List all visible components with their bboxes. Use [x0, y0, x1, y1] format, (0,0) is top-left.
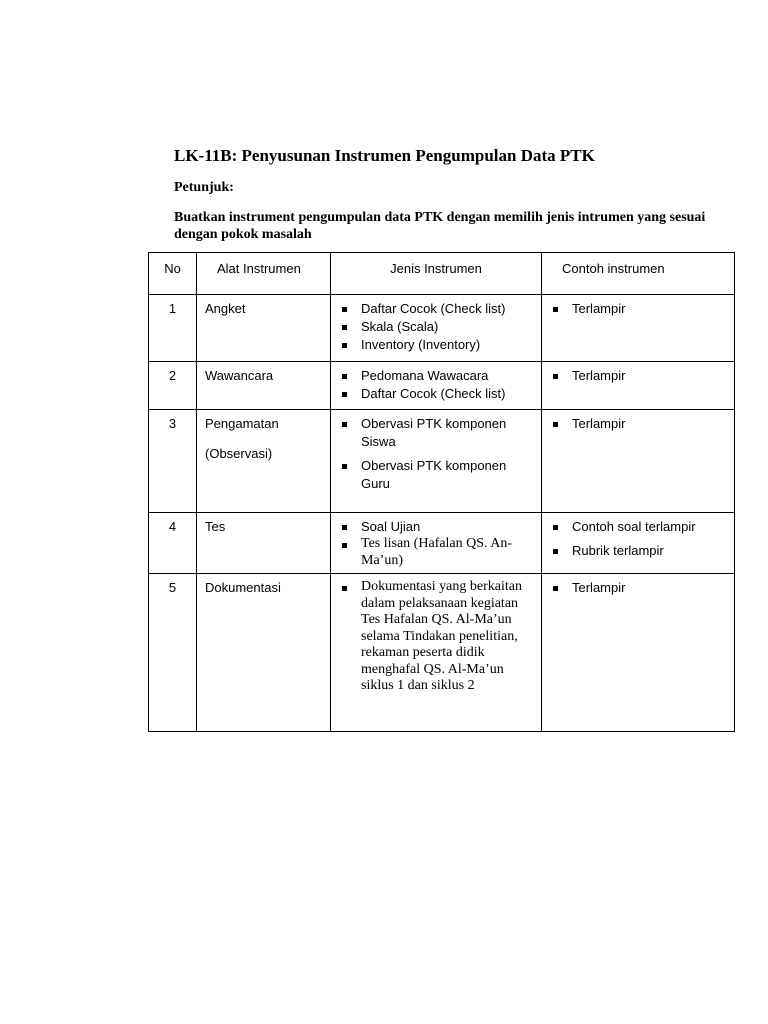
jenis-instrumen-item: Daftar Cocok (Check list)	[339, 300, 533, 318]
row-number: 4	[149, 513, 197, 574]
contoh-instrumen-item: Rubrik terlampir	[550, 542, 726, 560]
header-no: No	[149, 253, 197, 295]
document-title: LK-11B: Penyusunan Instrumen Pengumpulan Data PTK	[174, 146, 595, 165]
contoh-instrumen-list	[550, 579, 726, 597]
alat-instrumen-cell	[197, 362, 331, 410]
jenis-instrumen-item: Pedomana Wawacara	[339, 367, 533, 385]
jenis-instrumen-list	[339, 300, 533, 354]
table-row	[149, 295, 735, 362]
contoh-instrumen-item: Terlampir	[550, 415, 726, 433]
instructions-text: Buatkan instrument pengumpulan data PTK dengan memilih jenis intrumen yang sesuai dengan pokok masalah	[174, 210, 706, 242]
alat-instrumen-cell	[197, 574, 331, 732]
jenis-instrumen-item: Dokumentasi yang berkaitan dalam pelaksanaan kegiatan Tes Hafalan QS. Al-Ma’un selama Tindakan penelitian, rekaman peserta didik menghafal QS. Al-Ma’un siklus 1 dan siklus 2	[339, 579, 533, 695]
contoh-instrumen-item: Terlampir	[550, 300, 726, 318]
jenis-instrumen-cell	[331, 574, 542, 732]
table-row	[149, 574, 735, 732]
jenis-instrumen-cell	[331, 295, 542, 362]
jenis-instrumen-cell	[331, 362, 542, 410]
jenis-instrumen-list	[339, 518, 533, 569]
row-number: 5	[149, 574, 197, 732]
alat-instrumen-name: Dokumentasi	[205, 580, 281, 595]
header-jenis-instrumen: Jenis Instrumen	[331, 253, 542, 295]
contoh-instrumen-item: Contoh soal terlampir	[550, 518, 726, 536]
alat-instrumen-cell	[197, 295, 331, 362]
contoh-instrumen-item: Terlampir	[550, 367, 726, 385]
alat-instrumen-note: (Observasi)	[205, 446, 273, 461]
instrument-table	[148, 252, 735, 732]
alat-instrumen-name: Angket	[205, 301, 246, 316]
jenis-instrumen-item: Tes lisan (Hafalan QS. An-Ma’un)	[339, 536, 533, 569]
contoh-instrumen-cell	[542, 295, 735, 362]
alat-instrumen-cell	[197, 410, 331, 513]
contoh-instrumen-item: Terlampir	[550, 579, 726, 597]
contoh-instrumen-cell	[542, 410, 735, 513]
contoh-instrumen-cell	[542, 513, 735, 574]
jenis-instrumen-list	[339, 415, 533, 493]
header-contoh-instrumen: Contoh instrumen	[542, 253, 735, 295]
contoh-instrumen-list	[550, 518, 726, 560]
jenis-instrumen-item: Soal Ujian	[339, 518, 533, 536]
contoh-instrumen-list	[550, 415, 726, 433]
jenis-instrumen-item: Skala (Scala)	[339, 318, 533, 336]
jenis-instrumen-cell	[331, 410, 542, 513]
header-alat-instrumen: Alat Instrumen	[197, 253, 331, 295]
jenis-instrumen-item: Inventory (Inventory)	[339, 336, 533, 354]
row-number: 3	[149, 410, 197, 513]
row-number: 2	[149, 362, 197, 410]
table-row	[149, 410, 735, 513]
contoh-instrumen-list	[550, 300, 726, 318]
alat-instrumen-name: Pengamatan	[205, 416, 279, 431]
contoh-instrumen-list	[550, 367, 726, 385]
jenis-instrumen-cell	[331, 513, 542, 574]
alat-instrumen-name: Tes	[205, 519, 226, 534]
jenis-instrumen-list	[339, 579, 533, 695]
jenis-instrumen-item: Obervasi PTK komponen Guru	[339, 457, 533, 493]
contoh-instrumen-cell	[542, 574, 735, 732]
table-row	[149, 362, 735, 410]
contoh-instrumen-cell	[542, 362, 735, 410]
instructions-heading: Petunjuk:	[174, 180, 234, 195]
table-row	[149, 513, 735, 574]
row-number: 1	[149, 295, 197, 362]
jenis-instrumen-item: Obervasi PTK komponen Siswa	[339, 415, 533, 451]
table-header-row	[149, 253, 735, 295]
jenis-instrumen-item: Daftar Cocok (Check list)	[339, 385, 533, 403]
jenis-instrumen-list	[339, 367, 533, 403]
alat-instrumen-name: Wawancara	[205, 368, 274, 383]
alat-instrumen-cell	[197, 513, 331, 574]
